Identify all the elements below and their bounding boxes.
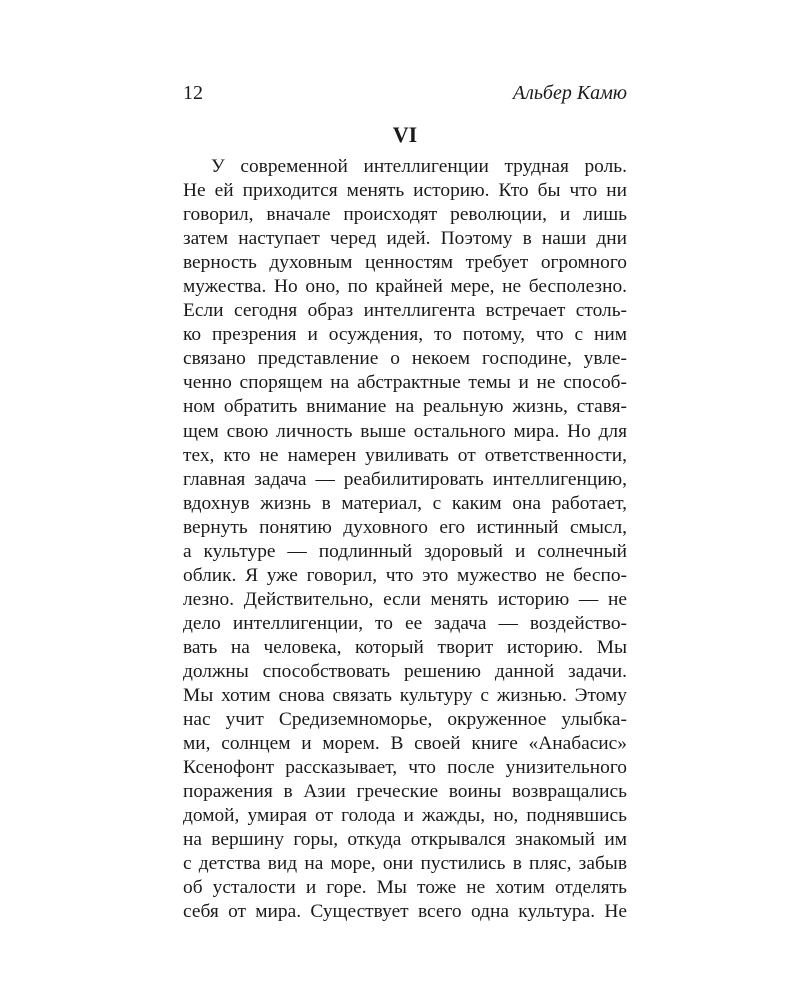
text-line: затем наступает черед идей. Поэтому в наши дни bbox=[183, 228, 627, 250]
chapter-title: VI bbox=[392, 122, 418, 147]
text-line: вать на человека, который творит историю. Мы bbox=[183, 636, 627, 658]
text-line: главная задача — реабилитировать интеллигенцию, bbox=[183, 468, 627, 490]
text-line: вдохнув жизнь в материал, с каким она работает, bbox=[183, 492, 627, 514]
text-line: поражения в Азии греческие воины возвращались bbox=[183, 781, 627, 803]
text-line: Мы хотим снова связать культуру с жизнью. Этому bbox=[183, 685, 627, 707]
text-line: а культуре — подлинный здоровый и солнечный bbox=[183, 540, 627, 562]
text-line: ченно спорящем на абстрактные темы и не способ- bbox=[183, 372, 627, 394]
text-line: на вершину горы, откуда открывался знакомый им bbox=[183, 829, 627, 851]
text-line: Ксенофонт рассказывает, что после унизительного bbox=[183, 757, 627, 779]
text-line: вернуть понятию духовного его истинный смысл, bbox=[183, 516, 627, 538]
text-line: щем свою личность выше остального мира. Но для bbox=[183, 420, 627, 442]
running-head-author: Альбер Камю bbox=[512, 82, 627, 104]
text-line: мужества. Но оно, по крайней мере, не бесполезно. bbox=[183, 276, 627, 298]
text-line: Если сегодня образ интеллигента встречает столь- bbox=[183, 300, 627, 322]
text-line: ко презрения и осуждения, то потому, что с ним bbox=[183, 324, 627, 346]
text-line: У современной интеллигенции трудная роль. bbox=[211, 156, 627, 177]
text-line: связано представление о некоем господине, увле- bbox=[183, 348, 627, 370]
text-line: об усталости и горе. Мы тоже не хотим отделять bbox=[183, 877, 627, 899]
text-line: Не ей приходится менять историю. Кто бы что ни bbox=[183, 180, 627, 202]
page-number: 12 bbox=[183, 82, 203, 104]
text-line: верность духовным ценностям требует огромного bbox=[183, 252, 627, 274]
body-text bbox=[183, 155, 627, 925]
text-line: ном обратить внимание на реальную жизнь, ставя- bbox=[183, 396, 627, 418]
text-line: ми, солнцем и морем. В своей книге «Анабасис» bbox=[183, 733, 627, 755]
text-line: облик. Я уже говорил, что это мужество не беспо- bbox=[183, 564, 627, 586]
text-line: домой, умирая от голода и жажды, но, поднявшись bbox=[183, 805, 627, 827]
page-header bbox=[183, 80, 627, 106]
text-line: должны способствовать решению данной задачи. bbox=[183, 660, 627, 682]
text-line: нас учит Средиземноморье, окруженное улыбка- bbox=[183, 709, 627, 731]
text-line: с детства вид на море, они пустились в пляс, забыв bbox=[183, 853, 627, 875]
text-line: тех, кто не намерен увиливать от ответственности, bbox=[183, 444, 627, 466]
text-line: лезно. Действительно, если менять историю — не bbox=[183, 588, 627, 610]
text-line: дело интеллигенции, то ее задача — воздейство- bbox=[183, 612, 627, 634]
text-line: себя от мира. Существует всего одна культура. Не bbox=[183, 901, 627, 923]
text-line: говорил, вначале происходят революции, и лишь bbox=[183, 204, 627, 226]
